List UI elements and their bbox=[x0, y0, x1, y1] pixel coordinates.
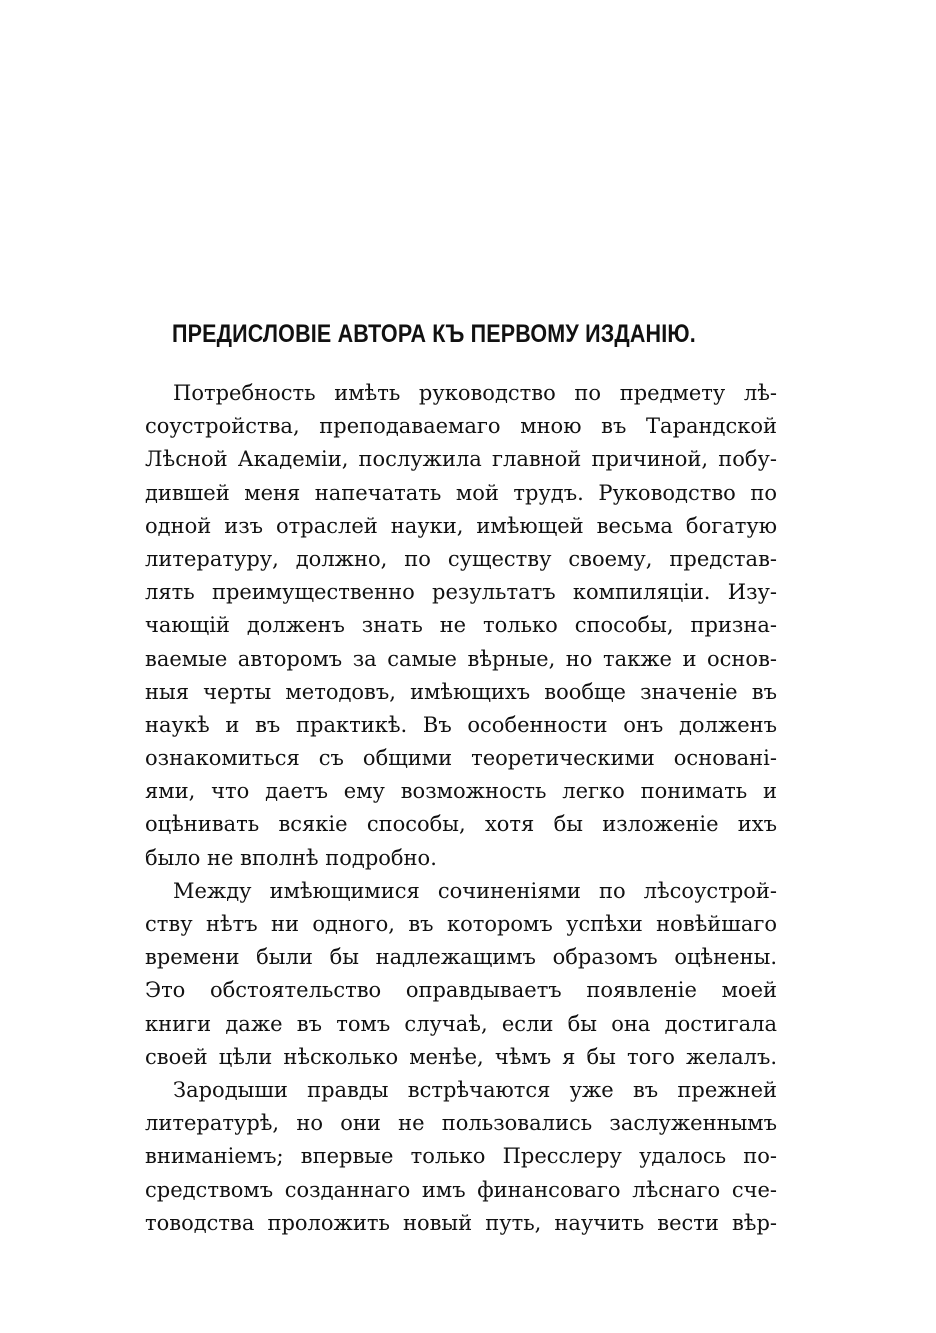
text-line: было не вполнѣ подробно. bbox=[145, 845, 437, 870]
text-line: дившей меня напечатать мой трудъ. Руководство по bbox=[145, 480, 777, 505]
text-line: своей цѣли нѣсколько менѣе, чѣмъ я бы того желалъ. bbox=[145, 1044, 777, 1069]
text-line: литературу, должно, по существу своему, представ- bbox=[145, 546, 777, 571]
preface-body bbox=[145, 377, 785, 1240]
text-line: ваемые авторомъ за самые вѣрные, но также и основ- bbox=[145, 646, 777, 671]
text-line: чающій долженъ знать не только способы, призна- bbox=[145, 613, 777, 638]
text-line: ству нѣтъ ни одного, въ которомъ успѣхи новѣйшаго bbox=[145, 912, 777, 936]
text-line: средствомъ созданнаго имъ финансоваго лѣснаго сче- bbox=[145, 1177, 777, 1202]
text-line: вниманіемъ; впервые только Пресслеру удалось по- bbox=[145, 1144, 777, 1169]
text-line: Лѣсной Академіи, послужила главной причиной, побу- bbox=[145, 447, 777, 472]
text-line: ныя черты методовъ, имѣющихъ вообще значеніе въ bbox=[145, 679, 777, 704]
text-line: Между имѣющимися сочиненіями по лѣсоустрой- bbox=[173, 878, 777, 903]
text-line: книги даже въ томъ случаѣ, если бы она достигала bbox=[145, 1011, 777, 1036]
text-line: лять преимущественно результатъ компиляціи. Изу- bbox=[145, 580, 777, 605]
preface-heading: ПРЕДИСЛОВІЕ АВТОРА КЪ ПЕРВОМУ ИЗДАНІЮ. bbox=[172, 320, 696, 348]
text-line: литературѣ, но они не пользовались заслуженнымъ bbox=[145, 1111, 777, 1136]
text-line: Зародыши правды встрѣчаются уже въ прежней bbox=[173, 1077, 777, 1102]
text-line: Потребность имѣть руководство по предмету лѣ- bbox=[173, 381, 777, 405]
text-line: ями, что даетъ ему возможность легко понимать и bbox=[145, 779, 777, 804]
text-line: соустройства, преподаваемаго мною въ Тарандской bbox=[145, 414, 777, 439]
text-line: наукѣ и въ практикѣ. Въ особенности онъ долженъ bbox=[145, 712, 777, 737]
text-line: оцѣнивать всякіе способы, хотя бы изложеніе ихъ bbox=[145, 812, 777, 837]
text-line: времени были бы надлежащимъ образомъ оцѣнены. bbox=[145, 945, 777, 970]
text-line: одной изъ отраслей науки, имѣющей весьма богатую bbox=[145, 513, 777, 538]
text-line: Это обстоятельство оправдываетъ появленіе моей bbox=[145, 978, 777, 1003]
text-line: товодства проложить новый путь, научить вести вѣр- bbox=[145, 1210, 777, 1235]
text-line: ознакомиться съ общими теоретическими основані- bbox=[145, 746, 777, 771]
